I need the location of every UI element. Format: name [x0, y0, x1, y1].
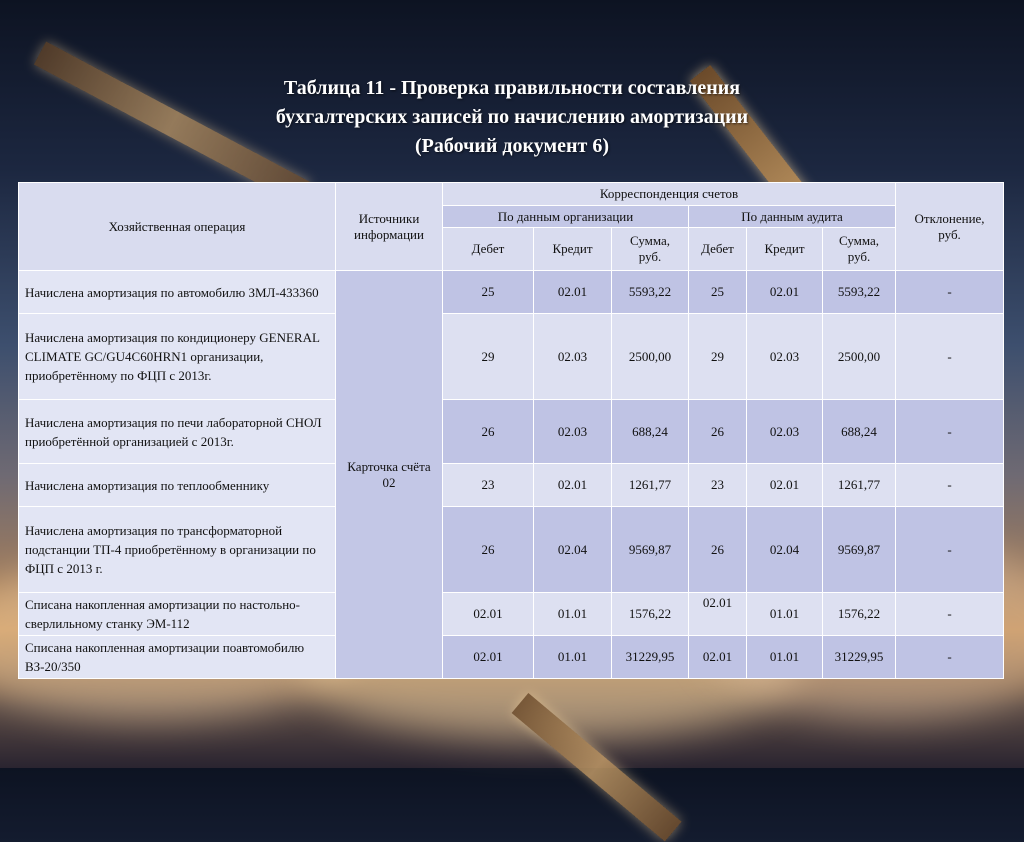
- aud-debit-cell: 02.01: [689, 636, 747, 679]
- operation-cell: Списана накопленная амортизации поавтомобилю ВЗ-20/350: [19, 636, 336, 679]
- header-deviation: Отклонение, руб.: [896, 183, 1004, 271]
- org-credit-cell: 01.01: [534, 593, 612, 636]
- org-debit-cell: 02.01: [443, 636, 534, 679]
- org-credit-cell: 02.01: [534, 271, 612, 314]
- aud-debit-cell: 02.01: [689, 593, 747, 636]
- header-by-audit: По данным аудита: [689, 206, 896, 228]
- header-org-debit: Дебет: [443, 228, 534, 271]
- aud-sum-cell: 1576,22: [823, 593, 896, 636]
- operation-cell: Начислена амортизация по теплообменнику: [19, 464, 336, 507]
- title-line-2: бухгалтерских записей по начислению амортизации: [275, 106, 749, 128]
- org-sum-cell: 9569,87: [612, 507, 689, 593]
- source-cell: Карточка счёта 02: [336, 271, 443, 679]
- org-sum-cell: 5593,22: [612, 271, 689, 314]
- org-sum-cell: 31229,95: [612, 636, 689, 679]
- table-row: [19, 271, 1004, 314]
- org-credit-cell: 02.04: [534, 507, 612, 593]
- org-sum-cell: 2500,00: [612, 314, 689, 400]
- operation-cell: Начислена амортизация по автомобилю ЗМЛ-433360: [19, 271, 336, 314]
- deviation-cell: -: [896, 507, 1004, 593]
- amortization-check-table: [18, 182, 1004, 679]
- header-aud-credit: Кредит: [747, 228, 823, 271]
- header-aud-sum: Сумма, руб.: [823, 228, 896, 271]
- aud-debit-cell: 25: [689, 271, 747, 314]
- table-row: [19, 400, 1004, 464]
- operation-cell: Начислена амортизация по кондиционеру GENERAL CLIMATE GC/GU4C60HRN1 организации, приобретённому по ФЦП с 2013г.: [19, 314, 336, 400]
- header-org-sum: Сумма, руб.: [612, 228, 689, 271]
- aud-credit-cell: 01.01: [747, 593, 823, 636]
- org-sum-cell: 1261,77: [612, 464, 689, 507]
- aud-sum-cell: 1261,77: [823, 464, 896, 507]
- deviation-cell: -: [896, 464, 1004, 507]
- aud-credit-cell: 02.03: [747, 400, 823, 464]
- operation-cell: Начислена амортизация по печи лабораторной СНОЛ приобретённой организацией с 2013г.: [19, 400, 336, 464]
- org-credit-cell: 02.03: [534, 400, 612, 464]
- aud-credit-cell: 02.01: [747, 271, 823, 314]
- deviation-cell: -: [896, 636, 1004, 679]
- org-debit-cell: 29: [443, 314, 534, 400]
- org-debit-cell: 02.01: [443, 593, 534, 636]
- aud-credit-cell: 02.04: [747, 507, 823, 593]
- org-debit-cell: 26: [443, 507, 534, 593]
- aud-sum-cell: 5593,22: [823, 271, 896, 314]
- table-row: [19, 314, 1004, 400]
- deviation-cell: -: [896, 314, 1004, 400]
- org-debit-cell: 25: [443, 271, 534, 314]
- header-operation: Хозяйственная операция: [19, 183, 336, 271]
- aud-credit-cell: 02.01: [747, 464, 823, 507]
- aud-debit-cell: 26: [689, 400, 747, 464]
- aud-sum-cell: 688,24: [823, 400, 896, 464]
- operation-cell: Начислена амортизация по трансформаторной подстанции ТП-4 приобретённому в организации по ФЦП с 2013 г.: [19, 507, 336, 593]
- org-debit-cell: 26: [443, 400, 534, 464]
- aud-debit-cell: 23: [689, 464, 747, 507]
- table-row: [19, 507, 1004, 593]
- aud-debit-cell: 29: [689, 314, 747, 400]
- deviation-cell: -: [896, 400, 1004, 464]
- deviation-cell: -: [896, 271, 1004, 314]
- table-row: [19, 464, 1004, 507]
- table-row: [19, 593, 1004, 636]
- org-sum-cell: 688,24: [612, 400, 689, 464]
- aud-sum-cell: 31229,95: [823, 636, 896, 679]
- title-line-1: Таблица 11 - Проверка правильности составления: [283, 77, 741, 99]
- header-correspondence: Корреспонденция счетов: [443, 183, 896, 206]
- title-line-3: (Рабочий документ 6): [414, 135, 610, 157]
- aud-credit-cell: 02.03: [747, 314, 823, 400]
- header-sources: Источники информации: [336, 183, 443, 271]
- org-credit-cell: 01.01: [534, 636, 612, 679]
- table-row: [19, 636, 1004, 679]
- org-credit-cell: 02.01: [534, 464, 612, 507]
- header-aud-debit: Дебет: [689, 228, 747, 271]
- aud-sum-cell: 9569,87: [823, 507, 896, 593]
- header-org-credit: Кредит: [534, 228, 612, 271]
- deviation-cell: -: [896, 593, 1004, 636]
- aud-credit-cell: 01.01: [747, 636, 823, 679]
- header-by-organization: По данным организации: [443, 206, 689, 228]
- org-debit-cell: 23: [443, 464, 534, 507]
- aud-debit-cell: 26: [689, 507, 747, 593]
- page-title: [0, 74, 1024, 161]
- aud-sum-cell: 2500,00: [823, 314, 896, 400]
- org-sum-cell: 1576,22: [612, 593, 689, 636]
- org-credit-cell: 02.03: [534, 314, 612, 400]
- operation-cell: Списана накопленная амортизации по настольно-сверлильному станку ЭМ-112: [19, 593, 336, 636]
